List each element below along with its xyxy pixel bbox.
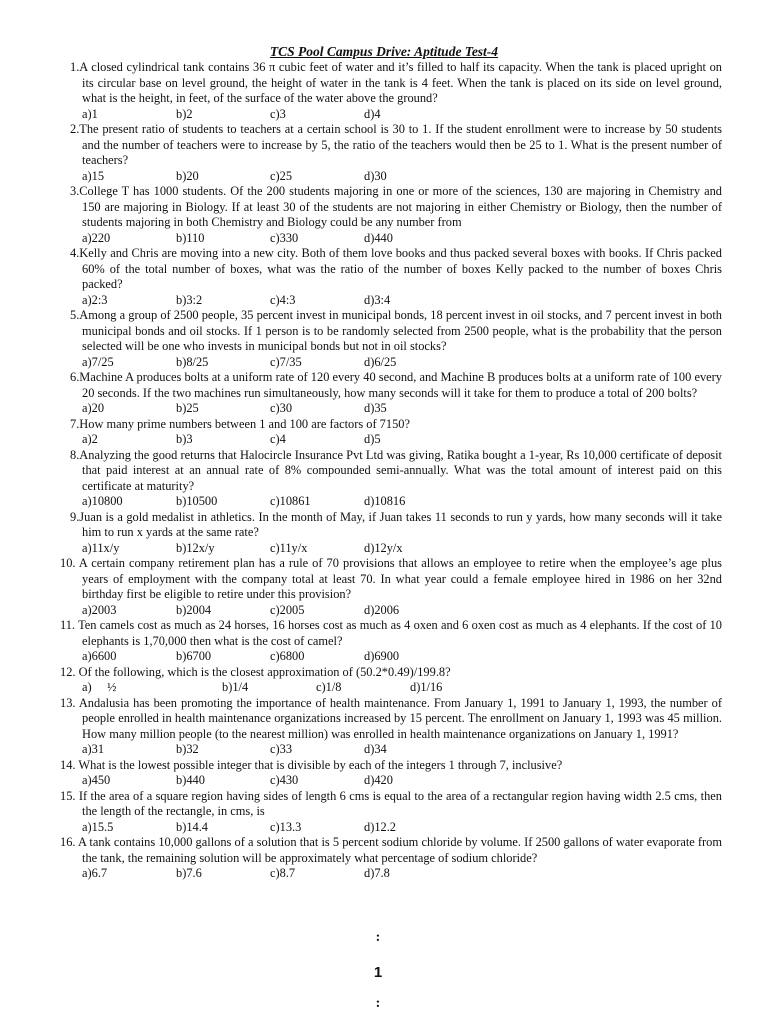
answer-option: c)33 [270,742,293,756]
answer-option: d)440 [364,230,393,245]
answer-option: b)6700 [176,649,212,663]
question-text [60,556,722,603]
answer-option: a)1 [82,106,98,121]
answer-option: a)20 [82,401,105,415]
answer-option: a)7/25 [82,354,114,369]
answer-option: b)7.6 [176,866,202,880]
question-body: Analyzing the good returns that Halocircle Insurance Pvt Ltd was giving, Ratika bought a 1-year, Rs 10,000 certificate of deposit that paid interest at an annual rate of 8% compounded semi-annually. What was the total amount of interest paid on this certificate at maturity? [79,447,722,493]
answer-option: a)11x/y [82,540,120,555]
question-text [60,60,722,107]
answer-option: a)10800 [82,494,123,508]
question-number: 8. [70,447,80,462]
question-item [60,696,722,758]
answer-option: c)7/35 [270,354,302,369]
question-item [60,122,722,184]
question-body: Of the following, which is the closest approximation of (50.2*0.49)/199.8? [78,664,451,679]
answer-options [60,773,722,789]
answer-option: d)7.8 [364,866,390,880]
question-body: College T has 1000 students. Of the 200 students majoring in one or more of the sciences, 130 are majoring in Chemistry and 150 are majoring in Biology. If at least 30 of the students are not majoring in either Chemistry or Biology, then the number of students majoring in both Chemistry and Biology could be any number from [79,184,722,229]
answer-option: a)15.5 [82,819,114,834]
answer-options [60,107,722,123]
answer-options [60,355,722,371]
question-number: 14. [60,757,76,772]
answer-option: c)4 [270,432,286,446]
answer-option: b)12x/y [176,540,215,555]
answer-option: a)15 [82,168,105,183]
answer-option: c)10861 [270,494,311,508]
answer-option: d)30 [364,168,387,183]
question-item [60,370,722,417]
question-text [60,618,722,649]
answer-option: d)6900 [364,649,400,663]
question-item [60,758,722,789]
answer-option: b)1/4 [222,680,249,694]
answer-option: d)3:4 [364,292,391,307]
answer-option: d)6/25 [364,354,397,369]
question-number: 11. [60,618,76,632]
question-body: Andalusia has been promoting the importance of health maintenance. From January 1, 1991 to January 1, 1993, the number of people enrolled in health maintenance organizations increased by 15 percent. The enrollment on January 1, 1993 was 45 million. How many million people (to the nearest million) was enrolled in health maintenance organizations on January 1, 1991? [78,695,722,741]
question-body: Machine A produces bolts at a uniform rate of 120 every 40 second, and Machine B produces bolts at a uniform rate of 100 every 20 seconds. If the two machines run simultaneously, how many seconds will it take for them to produce a total of 200 bolts? [79,370,722,400]
answer-option: c)2005 [270,602,305,617]
question-item [60,835,722,882]
answer-options [60,293,722,309]
question-text [60,246,722,293]
question-item [60,618,722,665]
question-text [60,789,722,820]
answer-option: c)1/8 [316,680,342,694]
question-item [60,448,722,510]
answer-option: d)12.2 [364,819,397,834]
answer-options [60,169,722,185]
question-body: A tank contains 10,000 gallons of a solution that is 5 percent sodium chloride by volume. If 2500 gallons of water evaporate from the tank, the remaining solution will be approximately what percentage of sodium chloride? [77,835,723,865]
question-body: Juan is a gold medalist in athletics. In the month of May, if Juan takes 11 seconds to run y yards, how many seconds will it take him to run x yards at the same rate? [79,509,722,539]
answer-option: a)2 [82,432,98,446]
answer-option: c)30 [270,401,293,415]
question-number: 15. [60,788,76,803]
question-body: How many prime numbers between 1 and 100 are factors of 7150? [79,416,410,431]
answer-options [60,680,722,696]
question-body: If the area of a square region having sides of length 6 cms is equal to the area of a rectangular region having width 2.5 cms, then the length of the rectangle, in cms, is [78,788,722,818]
answer-option: b)20 [176,168,199,183]
question-text [60,122,722,169]
question-text [60,835,722,866]
question-number: 12. [60,664,76,679]
answer-options [60,231,722,247]
answer-option: d)420 [364,773,393,787]
answer-option: c)430 [270,773,299,787]
question-body: Among a group of 2500 people, 35 percent invest in municipal bonds, 18 percent invest in oil stocks, and 7 percent invest in both municipal bonds and oil stocks. If 1 person is to be randomly selected from 2500 people, what is the probability that the person selected will be one who invests in municipal bonds but not in oil stocks? [79,308,722,353]
page-title: TCS Pool Campus Drive: Aptitude Test-4 [269,44,499,59]
answer-option: d)2006 [364,602,400,617]
question-item [60,417,722,448]
answer-option: c)13.3 [270,819,302,834]
footer-separator-bottom: : [375,996,381,1011]
question-text [60,510,722,541]
question-item [60,789,722,836]
answer-option: c)11y/x [270,540,308,555]
question-number: 1. [70,60,80,74]
question-body: Ten camels cost as much as 24 horses, 16 horses cost as much as 4 oxen and 6 oxen cost as much as 4 elephants. If the cost of 10 elephants is 1,70,000 then what is the cost of camel? [78,618,723,648]
answer-option: a)6.7 [82,866,108,880]
answer-option: a)2003 [82,602,117,617]
answer-options [60,820,722,836]
answer-option: d)12y/x [364,540,403,555]
question-item [60,60,722,122]
answer-option: a)31 [82,742,105,756]
question-text [60,758,722,774]
answer-option: d)5 [364,432,381,446]
question-text [60,184,722,231]
question-text [60,665,722,681]
answer-option: c)25 [270,168,293,183]
answer-option: b)10500 [176,494,218,508]
answer-option: c)330 [270,230,299,245]
answer-option: b)25 [176,401,199,415]
answer-option: d)34 [364,742,387,756]
answer-option: a)450 [82,773,111,787]
question-item [60,308,722,370]
answer-option: b)32 [176,742,199,756]
answer-option: c)6800 [270,649,305,663]
question-body: A certain company retirement plan has a rule of 70 provisions that allows an employee to retire when the employee’s age plus years of employment with the company total at least 70. In what year could a female employee hired in 1986 on her 32nd birthday first be eligible to retire under this provision? [78,556,723,601]
answer-options [60,649,722,665]
question-item [60,246,722,308]
answer-options [60,603,722,619]
question-number: 9. [70,509,80,524]
answer-options [60,494,722,510]
question-body: What is the lowest possible integer that is divisible by each of the integers 1 through 7, inclusive? [78,757,563,772]
question-number: 4. [70,246,80,260]
question-number: 10. [60,556,76,570]
answer-options [60,866,722,882]
answer-options [60,401,722,417]
question-body: A closed cylindrical tank contains 36 π cubic feet of water and it’s filled to half its capacity. When the tank is placed upright on its circular base on level ground, the height of water in the tank is 4 feet. When the tank is placed on its side on level ground, what is the height, in feet, of the surface of the water above the ground? [79,60,722,105]
question-number: 3. [70,184,80,198]
answer-option: a)6600 [82,649,117,663]
answer-option: b)440 [176,773,205,787]
answer-option: b)14.4 [176,819,209,834]
answer-options [60,432,722,448]
question-item [60,184,722,246]
answer-options [60,541,722,557]
answer-option: b)2 [176,106,193,121]
answer-option: d)4 [364,106,381,121]
answer-option: a) ½ [82,680,117,694]
question-number: 7. [70,416,80,431]
answer-option: b)2004 [176,602,212,617]
answer-option: b)3:2 [176,292,203,307]
answer-option: d)35 [364,401,387,415]
question-text [60,696,722,743]
question-number: 16. [60,835,76,849]
answer-option: d)1/16 [410,680,443,694]
question-number: 2. [70,122,80,136]
question-text [60,308,722,355]
answer-option: c)3 [270,106,286,121]
question-body: Kelly and Chris are moving into a new city. Both of them love books and thus packed several boxes with books. If Chris packed 60% of the total number of boxes, what was the ratio of the number of boxes Kelly packed to the number of boxes Chris packed? [79,246,722,291]
answer-option: c)8.7 [270,866,296,880]
question-text [60,417,722,433]
question-number: 5. [70,308,80,322]
answer-option: a)220 [82,230,111,245]
answer-options [60,742,722,758]
question-number: 13. [60,695,76,710]
answer-option: b)8/25 [176,354,209,369]
answer-option: b)3 [176,432,193,446]
question-text [60,448,722,495]
footer-separator-top: : [375,930,381,945]
question-item [60,510,722,557]
answer-option: a)2:3 [82,292,108,307]
answer-option: c)4:3 [270,292,296,307]
question-text [60,370,722,401]
question-item [60,665,722,696]
question-item [60,556,722,618]
page-number: 1 [373,964,383,981]
answer-option: b)110 [176,230,205,245]
question-body: The present ratio of students to teachers at a certain school is 30 to 1. If the student enrollment were to increase by 50 students and the number of teachers were to increase by 5, the ratio of the teachers would then be 25 to 1. What is the present number of teachers? [79,122,722,167]
question-number: 6. [70,370,80,384]
answer-option: d)10816 [364,494,406,508]
question-list [60,60,722,882]
